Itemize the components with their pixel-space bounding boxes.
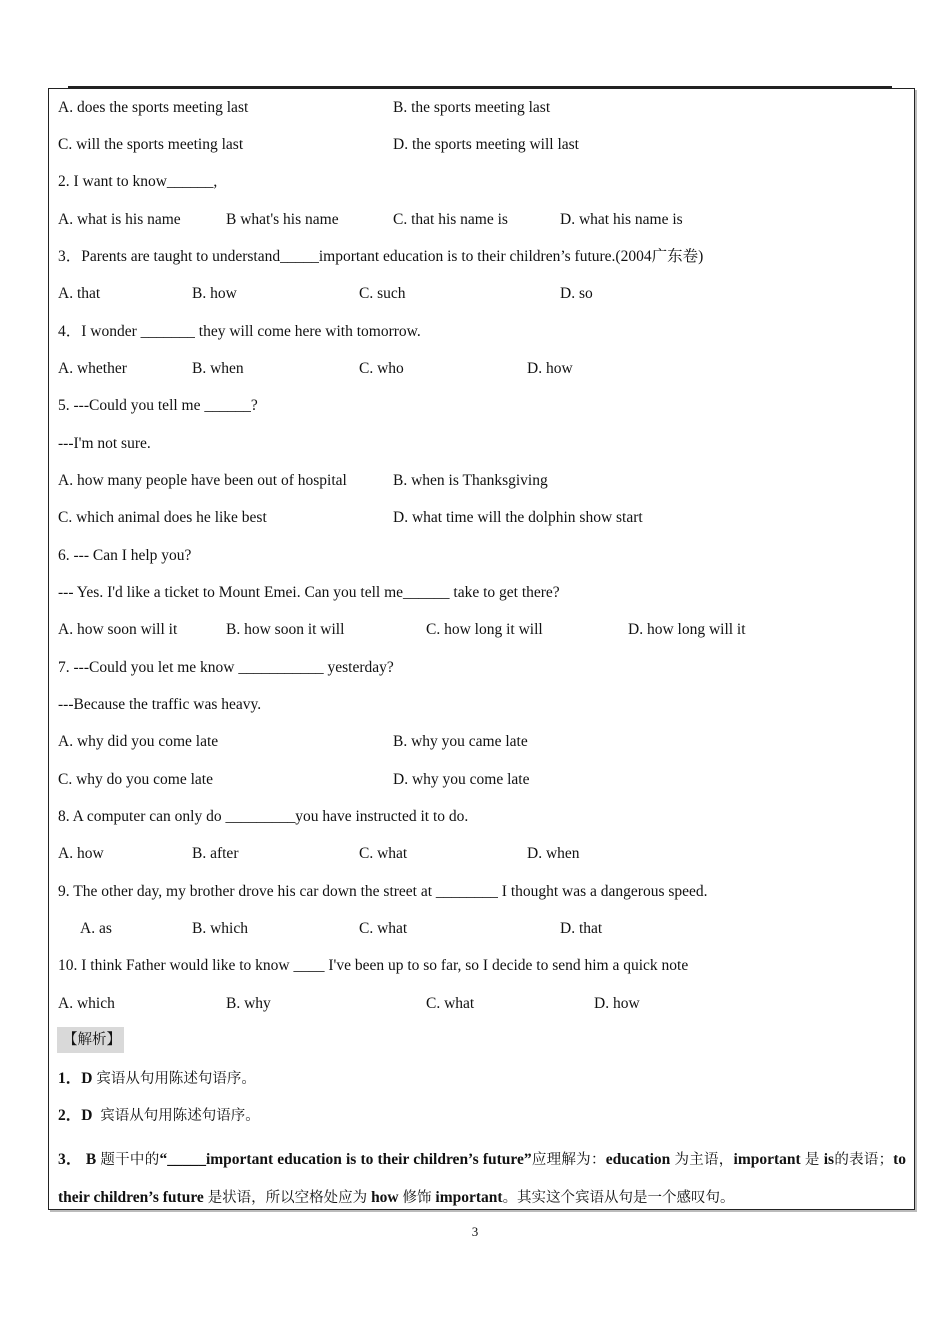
q3-option-b[interactable]: B. how — [192, 285, 237, 302]
q9-option-b[interactable]: B. which — [192, 920, 248, 937]
answer-3-term-adverbial: to their children’s future — [58, 1151, 907, 1206]
answer-3-term-how: how — [371, 1189, 399, 1206]
q7-option-c[interactable]: C. why do you come late — [58, 771, 213, 788]
q1-option-a[interactable]: A. does the sports meeting last — [58, 99, 249, 116]
q10-stem: 10. I think Father would like to know ____ I've been up to so far, so I decide to send him a quick note — [58, 957, 689, 974]
q5-reply: ---I'm not sure. — [58, 435, 151, 452]
answer-3-term-education: education — [605, 1151, 671, 1168]
q7-option-a[interactable]: A. why did you come late — [58, 733, 219, 750]
q7-stem: 7. ---Could you let me know ___________ yesterday? — [58, 659, 394, 676]
q7-option-b[interactable]: B. why you came late — [393, 733, 528, 750]
q9-option-c[interactable]: C. what — [359, 920, 408, 937]
q6-option-d[interactable]: D. how long will it — [628, 621, 746, 638]
q1-option-c[interactable]: C. will the sports meeting last — [58, 136, 244, 153]
answer-3-key: B — [85, 1151, 97, 1168]
answer-3-part-7: 修饰 — [402, 1190, 432, 1206]
q6-reply: --- Yes. I'd like a ticket to Mount Emei. Can you tell me______ take to get there? — [58, 584, 560, 601]
answer-3-part-1: 题干中的 — [100, 1152, 160, 1168]
q8-option-b[interactable]: B. after — [192, 845, 239, 862]
answer-3-part-6: 是状语，所以空格处应为 — [207, 1190, 368, 1206]
q5-stem: 5. ---Could you tell me ______? — [58, 397, 258, 414]
q10-option-a[interactable]: A. which — [58, 995, 115, 1012]
q3-option-d[interactable]: D. so — [560, 285, 593, 302]
answer-3-term-is: is — [823, 1151, 835, 1168]
answer-3-part-2: 应理解为： — [531, 1152, 606, 1168]
q5-option-c[interactable]: C. which animal does he like best — [58, 509, 267, 526]
answer-1-text: 宾语从句用陈述句语序。 — [96, 1071, 256, 1087]
answer-3 — [58, 1141, 906, 1217]
answer-3-term-important: important — [733, 1151, 801, 1168]
q10-option-d[interactable]: D. how — [594, 995, 640, 1012]
q2-option-d[interactable]: D. what his name is — [560, 211, 683, 228]
q3-stem: 3．Parents are taught to understand_____important education is to their children’s future.(2004广东卷) — [58, 248, 704, 265]
q8-option-a[interactable]: A. how — [58, 845, 104, 862]
q2-option-b[interactable]: B what's his name — [226, 211, 339, 228]
q10-option-b[interactable]: B. why — [226, 995, 271, 1012]
q8-option-d[interactable]: D. when — [527, 845, 580, 862]
answer-3-part-5: 的表语； — [834, 1152, 894, 1168]
q3-option-a[interactable]: A. that — [58, 285, 101, 302]
q4-option-b[interactable]: B. when — [192, 360, 244, 377]
answer-2 — [58, 1104, 260, 1128]
q4-option-c[interactable]: C. who — [359, 360, 404, 377]
q7-reply: ---Because the traffic was heavy. — [58, 696, 262, 713]
answer-3-num: 3． — [58, 1151, 82, 1168]
answer-3-part-3: 为主语， — [674, 1152, 734, 1168]
q6-option-a[interactable]: A. how soon will it — [58, 621, 178, 638]
q8-stem: 8. A computer can only do _________you have instructed it to do. — [58, 808, 469, 825]
answer-3-part-4: 是 — [804, 1152, 820, 1168]
answer-3-quote: “_____important education is to their children’s future” — [159, 1151, 532, 1168]
q4-stem: 4．I wonder _______ they will come here with tomorrow. — [58, 323, 421, 340]
answer-1 — [58, 1067, 256, 1091]
q3-option-c[interactable]: C. such — [359, 285, 406, 302]
q2-option-a[interactable]: A. what is his name — [58, 211, 181, 228]
q5-option-d[interactable]: D. what time will the dolphin show start — [393, 509, 643, 526]
q1-option-b[interactable]: B. the sports meeting last — [393, 99, 551, 116]
q7-option-d[interactable]: D. why you come late — [393, 771, 530, 788]
q5-option-b[interactable]: B. when is Thanksgiving — [393, 472, 548, 489]
answer-2-text: 宾语从句用陈述句语序。 — [100, 1108, 260, 1124]
q2-stem: 2. I want to know______, — [58, 173, 218, 190]
q10-option-c[interactable]: C. what — [426, 995, 475, 1012]
q2-option-c[interactable]: C. that his name is — [393, 211, 508, 228]
q4-option-d[interactable]: D. how — [527, 360, 573, 377]
q8-option-c[interactable]: C. what — [359, 845, 408, 862]
answer-1-key: 1．D — [58, 1070, 93, 1087]
q6-option-c[interactable]: C. how long it will — [426, 621, 543, 638]
analysis-heading: 【解析】 — [57, 1027, 124, 1053]
q6-stem: 6. --- Can I help you? — [58, 547, 192, 564]
q5-option-a[interactable]: A. how many people have been out of hospital — [58, 472, 347, 489]
q9-option-a[interactable]: A. as — [80, 920, 112, 937]
q9-stem: 9. The other day, my brother drove his car down the street at ________ I thought was a dangerous speed. — [58, 883, 708, 900]
q9-option-d[interactable]: D. that — [560, 920, 603, 937]
answer-2-key: 2．D — [58, 1107, 93, 1124]
answer-3-term-important-2: important — [435, 1189, 503, 1206]
q1-option-d[interactable]: D. the sports meeting will last — [393, 136, 579, 153]
answer-3-part-8: 。其实这个宾语从句是一个感叹句。 — [502, 1190, 735, 1206]
q4-option-a[interactable]: A. whether — [58, 360, 127, 377]
page-number: 3 — [471, 1224, 479, 1239]
q6-option-b[interactable]: B. how soon it will — [226, 621, 345, 638]
